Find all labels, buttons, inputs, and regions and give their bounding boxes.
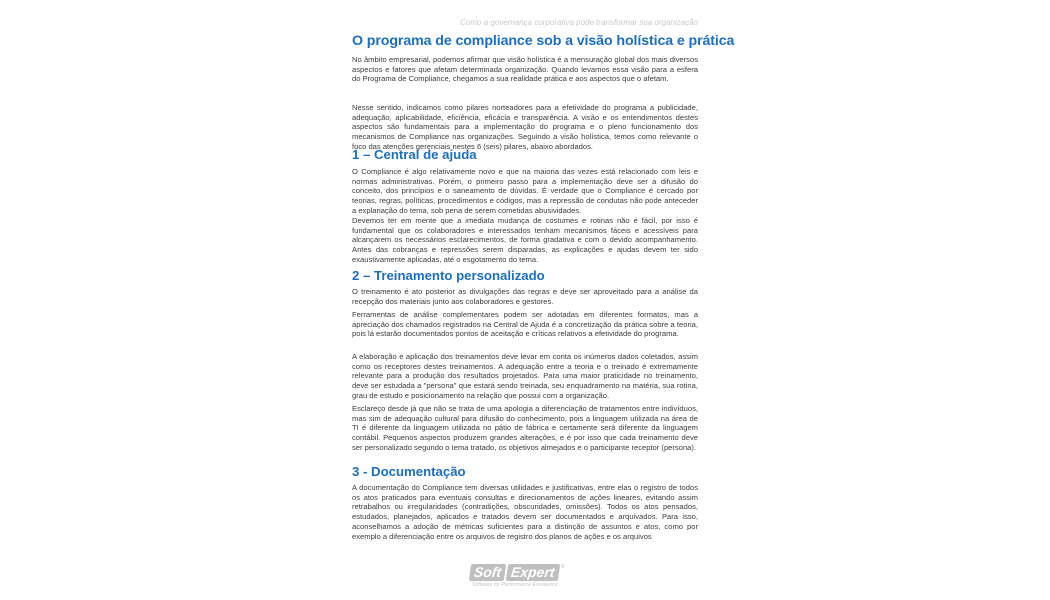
logo-wordmark (470, 564, 580, 581)
running-header: Como a governança corporativa pode transformar sua organização (460, 18, 698, 27)
softexpert-logo (470, 564, 580, 596)
section-1-paragraph-2: Devemos ter em mente que a imediata mudança de costumes e rotinas não é fácil, por isso é fundamental que os colaboradores e interessados tenham mecanismos fáceis e acessíveis para alcançarem os necessários esclarecimentos, de forma gradativa e com o devido acompanhamento. Antes das cobranças e repressões serem disparadas, as explicações e ajudas devem ter sido exaustivamente aplicadas, até o esgotamento do tema. (352, 216, 698, 264)
intro-paragraph-2: Nesse sentido, indicamos como pilares norteadores para a efetividade do programa a publicidade, adequação, aplicabilidade, eficiência, eficácia e transparência. A visão e os entendimentos destes aspectos são fundamentais para a implementação do programa e o pleno funcionamento dos mecanismos de Compliance nas organizações. Seguindo a visão holística, temos como relevante o foco das atenções gerenciais nestes 6 (seis) pilares, abaixo abordados. (352, 103, 698, 151)
logo-tagline: Software for Performance Excellence (472, 582, 558, 588)
registered-mark: ® (560, 564, 565, 570)
logo-soft-text: Soft (469, 564, 507, 581)
intro-paragraph-1: No âmbito empresarial, podemos afirmar que visão holística é a mensuração global dos mais diversos aspectos e fatores que afetam determinada organização. Quando levamos essa visão para a esfera do Programa de Compliance, chegamos a sua realidade prática e aos aspectos que o afetam. (352, 55, 698, 84)
section-1-paragraph-1: O Compliance é algo relativamente novo e que na maioria das vezes está relacionado com leis e normas administrativas. Porém, o primeiro passo para a implementação deve ser a difusão do conceito, dos princípios e o saneamento de dúvidas. É verdade que o Compliance é cercado por teorias, regras, políticas, procedimentos e códigos, mas a repressão de condutas não pode anteceder a explanação do tema, sob pena de serem cometidas abusividades. (352, 167, 698, 215)
section-title-documentacao: 3 - Documentação (352, 464, 466, 479)
section-2-paragraph-2: Ferramentas de análise complementares podem ser adotadas em diferentes formatos, mas a apreciação dos chamados registrados na Central de Ajuda é a concretização da prática sobre a teoria, pois lá estarão documentados pontos de aceitação e críticas relativos a efetividade do programa. (352, 310, 698, 339)
section-3-paragraph-1: A documentação do Compliance tem diversas utilidades e justificativas, entre elas o registro de todos os atos praticados para eventuais consultas e direcionamentos de ações lineares, evitando assim retrabalhos ou irregularidades (contradições, obscuridades, omissões). Todos os atos pensados, estudados, planejados, aplicados e tratados devem ser documentados e arquivados. Para isso, aconselhamos a adoção de métricas suficientes para a distinção de assuntos e atos, como por exemplo a diferenciação entre os arquivos de registro dos planos de ações e os arquivos (352, 483, 698, 541)
logo-expert-text: Expert (506, 564, 560, 581)
section-2-paragraph-3: A elaboração e aplicação dos treinamentos deve levar em conta os inúmeros dados coletados, assim como os receptores destes treinamentos. A adequação entre a teoria e o treinado é extremamente relevante para a produção dos resultados projetados. Para uma maior praticidade no treinamento, deve ser estudada a "persona" que estará sendo treinada, seu enquadramento na matéria, sua rotina, grau de estudo e posicionamento na relação que possui com a organização. (352, 352, 698, 400)
section-2-paragraph-1: O treinamento é ato posterior as divulgações das regras e deve ser aproveitado para a análise da recepção dos materiais junto aos colaboradores e gestores. (352, 287, 698, 306)
section-title-central-de-ajuda: 1 – Central de ajuda (352, 147, 477, 162)
document-title: O programa de compliance sob a visão holística e prática (352, 33, 735, 49)
section-title-treinamento-personalizado: 2 – Treinamento personalizado (352, 268, 545, 283)
section-2-paragraph-4: Esclareço desde já que não se trata de uma apologia a diferenciação de tratamentos entre indivíduos, mas sim de adequação cultural para difusão do conhecimento, pois a linguagem utilizada na área de TI é diferente da linguagem utilizada no pátio de fábrica e certamente será diferente da linguagem contábil. Pequenos aspectos produzem grandes alterações, e é por isso que cada treinamento deve ser personalizado segundo o tema tratado, os objetivos almejados e o participante receptor (persona). (352, 404, 698, 452)
